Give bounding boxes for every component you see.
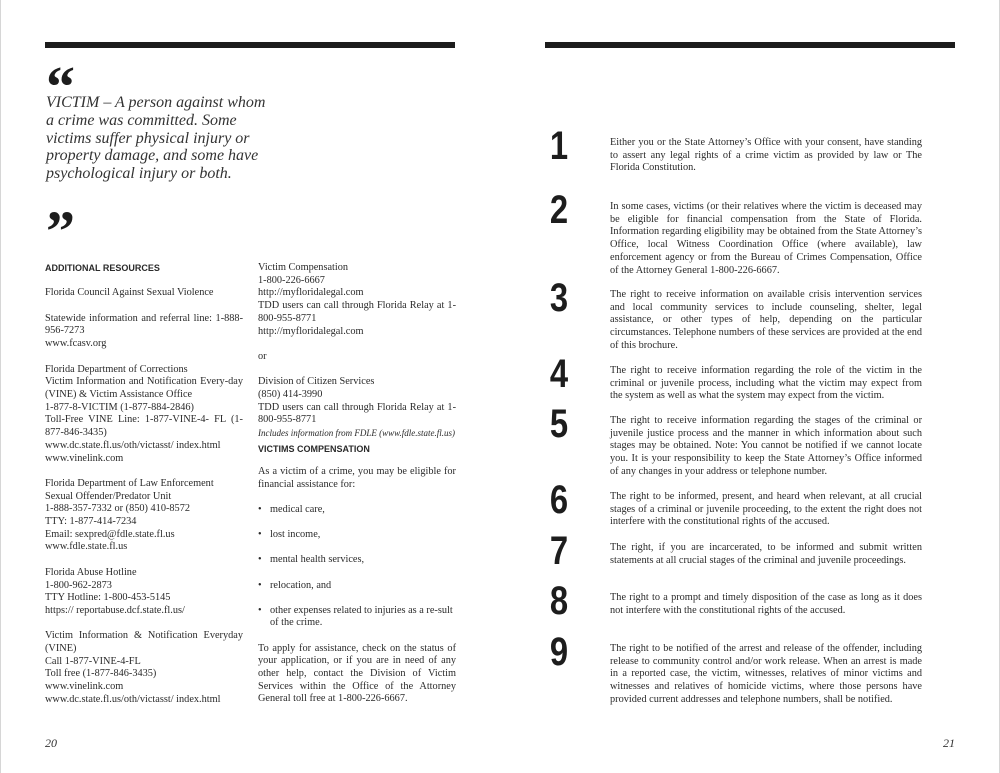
fcasv-web: www.fcasv.org (45, 338, 107, 350)
list-item: • other expenses related to injuries as a re-sult of the crime. (258, 605, 456, 630)
vc-line: http://myfloridalegal.com (258, 287, 364, 299)
page-number-right: 21 (943, 736, 955, 750)
vine-line: Victim Information & Notification Everyday (VINE) (45, 630, 243, 654)
vine-entry (45, 630, 243, 706)
victims-compensation-heading: VICTIMS COMPENSATION (258, 444, 370, 455)
list-item: • medical care, (258, 504, 456, 517)
fdle-entry (45, 478, 243, 554)
right-number: 9 (549, 630, 569, 674)
right-text: The right to receive information on available crisis intervention services and local community services to include counseling, shelter, legal assistance, or other types of help, depending on the particular circumstances. Telephone numbers of these services are provided at the end of this brochure. (610, 289, 922, 351)
abuse-line: Florida Abuse Hotline (45, 566, 137, 578)
fdle-line: www.fdle.state.fl.us (45, 541, 128, 553)
right-item-1 (549, 124, 922, 175)
right-number: 8 (549, 579, 569, 623)
doc-line: Victim Information and Notification Every-day (VINE) & Victim Assistance Office (45, 376, 243, 400)
doc-line: 1-877-8-VICTIM (1-877-884-2846) (45, 401, 194, 413)
fcasv-name: Florida Council Against Sexual Violence (45, 287, 214, 299)
resources-column (45, 262, 243, 719)
right-item-3 (549, 276, 922, 353)
vc-line: Victim Compensation (258, 262, 349, 273)
right-number: 2 (549, 188, 569, 232)
right-text: The right to be notified of the arrest and release of the offender, including release to community control and/or work release. When an arrest is made in a reported case, the victim, witnesses, relatives of minor victims and witnesses and relatives of homicide victims, where those persons have provided current addresses and telephone numbers, shall be notified. (610, 643, 922, 705)
right-number: 6 (549, 478, 569, 522)
list-item: • relocation, and (258, 580, 456, 593)
vine-line: Toll free (1-877-846-3435) (45, 668, 157, 680)
pull-quote: VICTIM – A person against whom a crime was committed. Some victims suffer physical injury or property damage, and some have psychological injury or both. (46, 94, 266, 183)
compensation-closing: To apply for assistance, check on the status of your application, or if you are in need of any other help, contact the Division of Victim Services within the Office of the Attorney General toll free at 1-800-226-6667. (258, 642, 456, 705)
page-edge-left (0, 0, 1, 773)
list-item: • mental health services, (258, 554, 456, 567)
doc-line: www.vinelink.com (45, 452, 124, 464)
right-text: In some cases, victims (or their relatives where the victim is deceased may be eligible for financial compensation from the State of Florida. Information regarding eligibility may be obtained from the State Attorney’s Office, local Witness Coordination Office (where available), law enforcement agency or from the Bureau of Crimes Compensation, Office of the Attorney General 1-800-226-6667. (610, 201, 922, 276)
right-item-2 (549, 188, 922, 277)
vc-line: TDD users can call through Florida Relay at 1-800-955-8771 (258, 300, 456, 324)
close-quote-icon: ” (46, 199, 75, 264)
right-text: The right to receive information regarding the stages of the criminal or juvenile justice process and the manner in which information about such stages may be obtained. Note: You cannot be notified if we cannot locate you. It is your responsibility to keep the State Attorney’s Office informed of any changes in your address or telephone number. (610, 415, 922, 477)
right-text: The right to a prompt and timely disposition of the case as long as it does not interfere with the constitutional rights of the accused. (610, 592, 922, 616)
compensation-intro: As a victim of a crime, you may be eligible for financial assistance for: (258, 465, 456, 490)
right-item-8 (549, 579, 922, 623)
right-item-7 (549, 529, 922, 573)
right-number: 1 (549, 124, 569, 168)
right-number: 4 (549, 352, 569, 396)
doc-line: Florida Department of Corrections (45, 363, 188, 375)
right-item-9 (549, 630, 922, 707)
resources-heading: ADDITIONAL RESOURCES (45, 263, 160, 273)
vc-line: 1-800-226-6667 (258, 274, 325, 286)
fdle-note: Includes information from FDLE (www.fdle.state.fl.us) (258, 428, 455, 439)
vine-line: www.dc.state.fl.us/oth/victasst/ index.html (45, 693, 221, 705)
right-item-4 (549, 352, 922, 403)
page-number-left: 20 (45, 736, 57, 750)
compensation-list (258, 504, 456, 630)
doc-entry (45, 364, 243, 466)
right-top-rule (545, 42, 955, 48)
right-item-5 (549, 402, 922, 479)
or-text: or (258, 350, 267, 362)
victim-compensation-entry (258, 262, 456, 338)
vine-line: www.vinelink.com (45, 681, 124, 693)
right-number: 3 (549, 276, 569, 320)
vine-line: Call 1-877-VINE-4-FL (45, 655, 141, 667)
abuse-line: https:// reportabuse.dcf.state.fl.us/ (45, 604, 185, 616)
right-text: The right, if you are incarcerated, to be informed and submit written statements at all crucial stages of the criminal and juvenile proceedings. (610, 542, 922, 566)
right-text: The right to be informed, present, and heard when relevant, at all crucial stages of a criminal or juvenile proceeding, to the extent the right does not interfere with the constitutional rights of the accused. (610, 491, 922, 528)
fdle-line: Email: sexpred@fdle.state.fl.us (45, 528, 175, 540)
right-number: 7 (549, 529, 569, 573)
fdle-line: Florida Department of Law Enforcement (45, 477, 214, 489)
open-quote-icon: “ (46, 54, 75, 119)
abuse-line: 1-800-962-2873 (45, 579, 112, 591)
vc-line: http://myfloridalegal.com (258, 325, 364, 337)
dcs-line: TDD users can call through Florida Relay at 1-800-955-8771 (258, 401, 456, 426)
right-item-6 (549, 478, 922, 529)
fdle-line: 1-888-357-7332 or (850) 410-8572 (45, 503, 190, 515)
citizen-services-entry (258, 376, 456, 427)
right-number: 5 (549, 402, 569, 446)
right-text: Either you or the State Attorney’s Office with your consent, have standing to assert any legal rights of a crime victim as provided by law or The Florida Constitution. (610, 137, 922, 174)
doc-line: Toll-Free VINE Line: 1-877-VINE-4- FL (1-877-846-3435) (45, 414, 243, 439)
doc-line: www.dc.state.fl.us/oth/victasst/ index.html (45, 439, 221, 451)
dcs-line: (850) 414-3990 (258, 389, 323, 400)
left-top-rule (45, 42, 455, 48)
fcasv-line: Statewide information and referral line: 1-888-956-7273 (45, 312, 243, 337)
list-item: • lost income, (258, 529, 456, 542)
abuse-line: TTY Hotline: 1-800-453-5145 (45, 592, 171, 604)
right-text: The right to receive information regarding the role of the victim in the criminal or juvenile process, including what the victim may expect from the system as well as what the system may expect from the victim. (610, 365, 922, 402)
fdle-line: Sexual Offender/Predator Unit (45, 490, 172, 502)
fdle-line: TTY: 1-877-414-7234 (45, 516, 137, 527)
dcs-line: Division of Citizen Services (258, 376, 375, 388)
compensation-column (258, 262, 456, 719)
abuse-hotline-entry (45, 567, 243, 618)
